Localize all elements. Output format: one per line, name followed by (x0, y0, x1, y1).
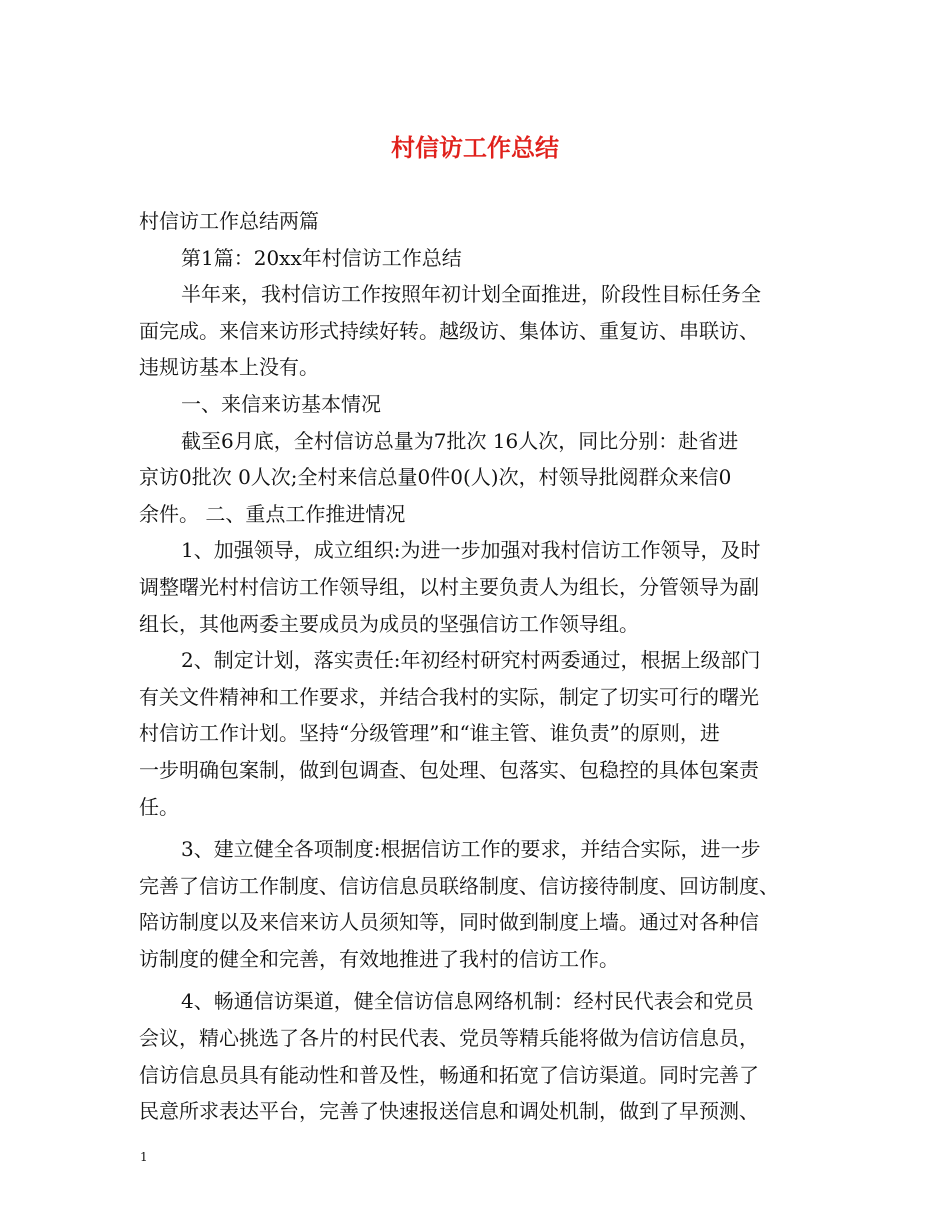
paragraph (139, 642, 814, 825)
text-line: 3、建立健全各项制度:根据信访工作的要求，并结合实际，进一步 (181, 837, 761, 862)
text-line: 一步明确包案制，做到包调查、包处理、包落实、包稳控的具体包案责 (139, 757, 759, 782)
text-line: 村信访工作总结两篇 (139, 209, 319, 233)
text-line: 2、制定计划，落实责任:年初经村研究村两委通过，根据上级部门 (181, 648, 761, 673)
text-line: 会议，精心挑选了各片的村民代表、党员等精兵能将做为信访信息员， (139, 1026, 759, 1051)
paragraph (139, 203, 814, 240)
paragraph (139, 532, 814, 642)
document-body (139, 203, 814, 1136)
paragraph (139, 423, 814, 533)
text-line: 面完成。来信来访形式持续好转。越级访、集体访、重复访、串联访、 (139, 318, 759, 343)
text-line: 4、畅通信访渠道，健全信访信息网络机制：经村民代表会和党员 (181, 989, 754, 1014)
page-number: 1 (140, 1150, 148, 1164)
text-line: 余件。 二、重点工作推进情况 (139, 501, 406, 526)
text-line: 村信访工作计划。坚持“分级管理”和“谁主管、谁负责”的原则，进 (139, 721, 720, 746)
text-line: 一、来信来访基本情况 (181, 391, 381, 416)
paragraph (139, 386, 814, 423)
text-line: 半年来，我村信访工作按照年初计划全面推进，阶段性目标任务全 (181, 282, 761, 307)
text-line: 1、加强领导，成立组织:为进一步加强对我村信访工作领导，及时 (181, 538, 761, 563)
paragraph (139, 831, 814, 977)
paragraph (139, 240, 814, 277)
text-line: 截至6月底，全村信访总量为7批次 16人次，同比分别：赴省进 (181, 428, 739, 453)
paragraph (139, 276, 814, 386)
text-line: 民意所求表达平台，完善了快速报送信息和调处机制，做到了早预测、 (139, 1099, 759, 1124)
text-line: 信访信息员具有能动性和普及性，畅通和拓宽了信访渠道。同时完善了 (139, 1062, 759, 1087)
text-line: 第1篇：20xx年村信访工作总结 (181, 245, 462, 270)
text-line: 有关文件精神和工作要求，并结合我村的实际，制定了切实可行的曙光 (139, 684, 759, 709)
text-line: 组长，其他两委主要成员为成员的坚强信访工作领导组。 (139, 611, 639, 636)
paragraph (139, 983, 814, 1129)
text-line: 调整曙光村村信访工作领导组，以村主要负责人为组长，分管领导为副 (139, 574, 759, 599)
text-line: 违规访基本上没有。 (139, 355, 319, 380)
text-line: 完善了信访工作制度、信访信息员联络制度、信访接待制度、回访制度、 (139, 873, 779, 898)
text-line: 任。 (139, 794, 179, 819)
text-line: 访制度的健全和完善，有效地推进了我村的信访工作。 (139, 946, 619, 971)
text-line: 陪访制度以及来信来访人员须知等，同时做到制度上墙。通过对各种信 (139, 910, 759, 935)
text-line: 京访0批次 0人次;全村来信总量0件0(人)次，村领导批阅群众来信0 (139, 465, 732, 490)
document-title: 村信访工作总结 (391, 133, 559, 162)
